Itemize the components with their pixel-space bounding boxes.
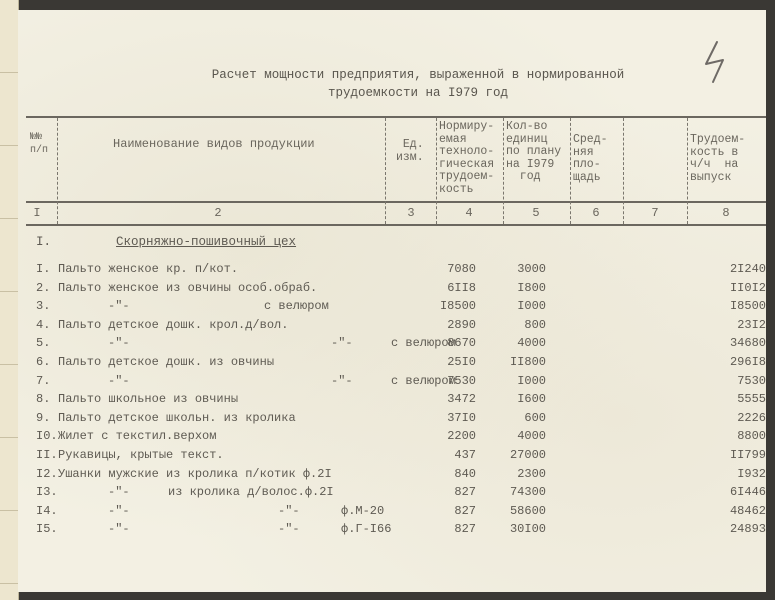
section-heading (36, 235, 297, 249)
ditto-mark: -"- (108, 336, 130, 351)
ditto-mark: -"- (108, 503, 130, 518)
column-number: 5 (532, 206, 540, 220)
total-labor-value: 6I446 (729, 485, 766, 500)
column-divider (57, 118, 58, 224)
product-name: Пальто женское кр. п/кот. (58, 262, 239, 276)
column-divider (623, 118, 624, 224)
norm-labor-value: 3472 (447, 392, 476, 407)
product-name: Пальто школьное из овчины (58, 392, 239, 407)
norm-labor-value: 840 (454, 466, 476, 481)
column-number: 7 (651, 206, 659, 220)
table-row (36, 483, 766, 501)
row-number: I4. (36, 503, 58, 518)
norm-labor-value: 6II8 (447, 280, 476, 295)
column-number: I (33, 206, 41, 220)
total-labor-value: I8500 (729, 299, 766, 314)
header-total-labor: Трудоем- кость в ч/ч на выпуск (690, 133, 746, 184)
ditto-mark-2: -"- (331, 373, 353, 388)
section-title: Скорняжно-пошивочный цех (116, 235, 297, 249)
product-name: Жилет с текстил.верхом (58, 429, 217, 444)
column-divider (570, 118, 571, 224)
planned-qty-value: 58600 (509, 503, 546, 518)
product-variant: ф.Г-I66 (341, 522, 392, 537)
planned-qty-value: 600 (524, 410, 546, 425)
header-product-name: Наименование видов продукции (113, 137, 315, 151)
header-avg-area: Сред- няя пло- щадь (573, 133, 608, 184)
norm-labor-value: 827 (454, 522, 476, 537)
total-labor-value: 24893 (729, 522, 766, 537)
document-page (18, 10, 766, 592)
table-row (36, 260, 766, 278)
product-variant: с велюром (264, 299, 329, 314)
norm-labor-value: 827 (454, 485, 476, 500)
section-number: I. (36, 235, 52, 249)
planned-qty-value: I600 (517, 392, 546, 407)
title-line-1: Расчет мощности предприятия, выраженной в нормированной (211, 68, 625, 82)
document-title (168, 66, 668, 102)
column-number: 4 (465, 206, 473, 220)
title-line-2: трудоемкости на I979 год (327, 86, 509, 100)
row-number: II. (36, 448, 58, 462)
table-row (36, 316, 766, 334)
planned-qty-value: II800 (509, 355, 546, 369)
table-top-rule (26, 116, 766, 118)
ditto-mark-2: -"- (278, 503, 300, 518)
ditto-mark-2: -"- (331, 336, 353, 351)
planned-qty-value: 4000 (517, 336, 546, 351)
product-variant: ф.М-20 (341, 503, 385, 518)
planned-qty-value: I000 (517, 373, 546, 388)
header-bottom-rule (26, 201, 766, 203)
norm-labor-value: 2890 (447, 317, 476, 332)
norm-labor-value: I8500 (439, 299, 476, 314)
table-row (36, 446, 766, 464)
planned-qty-value: 4000 (517, 429, 546, 444)
column-divider (385, 118, 386, 224)
row-number: 2. (36, 280, 51, 295)
row-number: I2. (36, 466, 58, 481)
row-number: I0. (36, 429, 58, 444)
norm-labor-value: 827 (454, 503, 476, 518)
header-row-number: №№ п/п (30, 132, 49, 156)
product-variant: с велюром (391, 373, 456, 388)
planned-qty-value: I000 (517, 299, 546, 314)
total-labor-value: 34680 (729, 336, 766, 351)
planned-qty-value: 74300 (509, 485, 546, 500)
total-labor-value: II799 (729, 448, 766, 462)
column-number: 6 (592, 206, 600, 220)
table-row (36, 372, 766, 390)
column-number-rule (26, 224, 766, 226)
ditto-mark-2: -"- (278, 522, 300, 537)
total-labor-value: II0I2 (729, 280, 766, 295)
row-number: 5. (36, 336, 51, 351)
product-name: Пальто женское из овчины особ.обраб. (58, 280, 318, 295)
table-row (36, 334, 766, 352)
total-labor-value: 5555 (737, 392, 766, 407)
table-row (36, 502, 766, 520)
row-number: 6. (36, 355, 51, 369)
total-labor-value: 48462 (729, 503, 766, 518)
total-labor-value: 8800 (737, 429, 766, 444)
planned-qty-value: I800 (517, 280, 546, 295)
planned-qty-value: 800 (524, 317, 546, 332)
norm-labor-value: 7530 (447, 373, 476, 388)
product-name: Ушанки мужские из кролика п/котик ф.2I (58, 466, 332, 481)
table-row (36, 353, 766, 371)
header-norm-labor: Нормиру- емая техноло- гическая трудоем- кость (439, 120, 495, 196)
row-number: 7. (36, 373, 51, 388)
total-labor-value: 23I2 (737, 317, 766, 332)
table-row (36, 520, 766, 538)
product-variant: с велюром (391, 336, 456, 351)
adjacent-page-edge (0, 0, 19, 600)
row-number: I5. (36, 522, 58, 537)
norm-labor-value: 37I0 (447, 410, 476, 425)
planned-qty-value: 3000 (517, 262, 546, 276)
total-labor-value: 296I8 (729, 355, 766, 369)
norm-labor-value: 25I0 (447, 355, 476, 369)
row-number: 8. (36, 392, 51, 407)
column-divider (503, 118, 504, 224)
norm-labor-value: 2200 (447, 429, 476, 444)
column-number: 2 (214, 206, 222, 220)
norm-labor-value: 7080 (447, 262, 476, 276)
table-row (36, 427, 766, 445)
table-row (36, 409, 766, 427)
column-divider (436, 118, 437, 224)
table-row (36, 297, 766, 315)
row-number: I. (36, 262, 51, 276)
header-planned-qty: Кол-во единиц по плану на I979 год (506, 120, 562, 184)
row-number: 3. (36, 299, 51, 314)
total-labor-value: I932 (737, 466, 766, 481)
row-number: I3. (36, 485, 58, 500)
planned-qty-value: 27000 (509, 448, 546, 462)
total-labor-value: 2226 (737, 410, 766, 425)
row-number: 4. (36, 317, 51, 332)
ditto-mark: -"- (108, 522, 130, 537)
column-number: 8 (722, 206, 730, 220)
ditto-mark: -"- (108, 373, 130, 388)
planned-qty-value: 2300 (517, 466, 546, 481)
row-number: 9. (36, 410, 51, 425)
norm-labor-value: 8670 (447, 336, 476, 351)
column-divider (687, 118, 688, 224)
ditto-mark: -"- (108, 299, 130, 314)
table-row (36, 465, 766, 483)
handwritten-page-number (703, 38, 733, 84)
table-row (36, 279, 766, 297)
column-number: 3 (407, 206, 415, 220)
product-name: Рукавицы, крытые текст. (58, 448, 224, 462)
product-name: Пальто детское дошк. из овчины (58, 355, 275, 369)
table-row (36, 390, 766, 408)
norm-labor-value: 437 (454, 448, 476, 462)
total-labor-value: 7530 (737, 373, 766, 388)
product-name: Пальто детское дошк. крол.д/вол. (58, 317, 289, 332)
ditto-mark-2: из кролика д/волос.ф.2I (168, 485, 334, 500)
product-name: Пальто детское школьн. из кролика (58, 410, 296, 425)
ditto-mark: -"- (108, 485, 130, 500)
header-unit: Ед. изм. (396, 138, 424, 164)
planned-qty-value: 30I00 (509, 522, 546, 537)
total-labor-value: 2I240 (729, 262, 766, 276)
